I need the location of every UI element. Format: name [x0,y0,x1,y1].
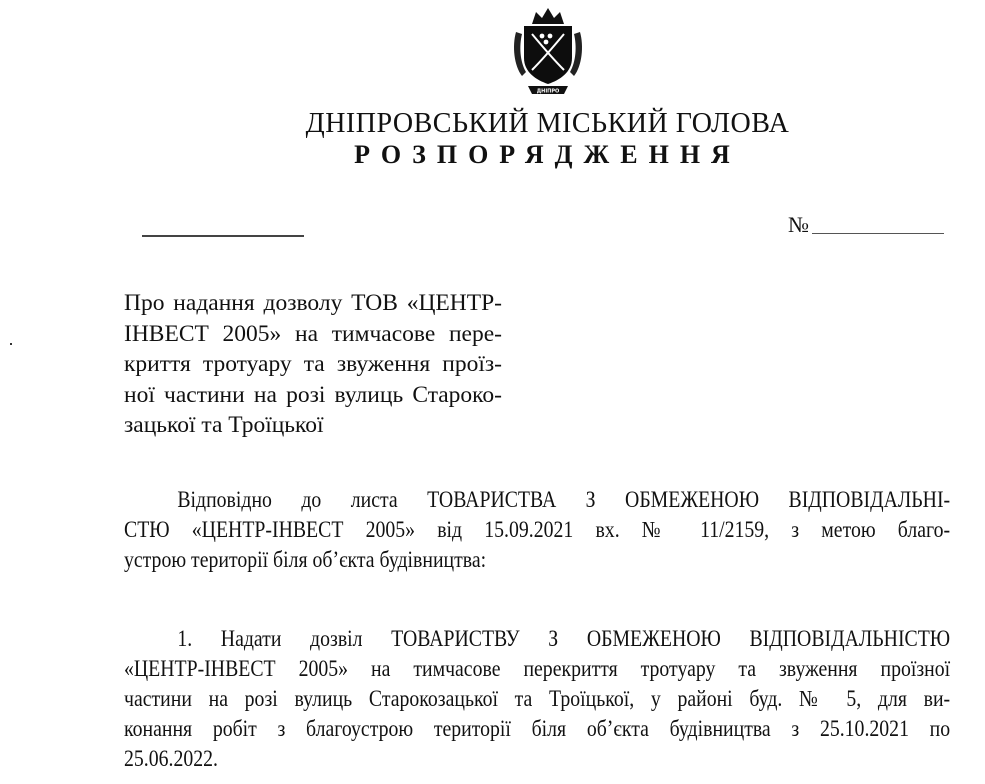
date-blank-line [142,235,304,237]
emblem-ribbon-text: ДНІПРО [536,88,560,95]
item-1-paragraph [124,624,950,774]
coat-of-arms-icon [510,6,586,96]
preamble-line: устрою території біля об’єкта будівництва: [124,547,487,572]
subject-line: зацької та Троїцької [124,412,324,438]
number-label: № [788,212,809,237]
scan-artifact-dot [10,343,12,345]
item-line: частини на розі вулиць Старокозацької та Троїцької, у районі буд. № 5, для ви- [124,686,951,711]
preamble-line: СТЮ «ЦЕНТР-ІНВЕСТ 2005» від 15.09.2021 вх. № 11/2159, з метою благо- [124,517,951,542]
document-subject [124,288,502,441]
item-line: 25.06.2022. [124,746,218,771]
item-line: 1. Надати дозвіл ТОВАРИСТВУ З ОБМЕЖЕНОЮ ВІДПОВІДАЛЬНІСТЮ [177,626,951,651]
subject-line: Про надання дозволу ТОВ «ЦЕНТР- [124,290,502,316]
subject-line: криття тротуару та звуження проїз- [124,351,502,377]
document-type: РОЗПОРЯДЖЕННЯ [354,140,741,169]
subject-line: ної частини на розі вулиць Староко- [124,381,502,408]
authority-title: ДНІПРОВСЬКИЙ МІСЬКИЙ ГОЛОВА [305,108,790,139]
number-blank-line [812,233,944,234]
preamble-paragraph [124,485,950,575]
preamble-line: Відповідно до листа ТОВАРИСТВА З ОБМЕЖЕНОЮ ВІДПОВІДАЛЬНІ- [177,487,951,512]
item-line: конання робіт з благоустрою території біля об’єкта будівництва з 25.10.2021 по [124,716,951,741]
subject-line: ІНВЕСТ 2005» на тимчасове пере- [124,320,502,347]
item-line: «ЦЕНТР-ІНВЕСТ 2005» на тимчасове перекриття тротуару та звуження проїзної [124,656,951,681]
